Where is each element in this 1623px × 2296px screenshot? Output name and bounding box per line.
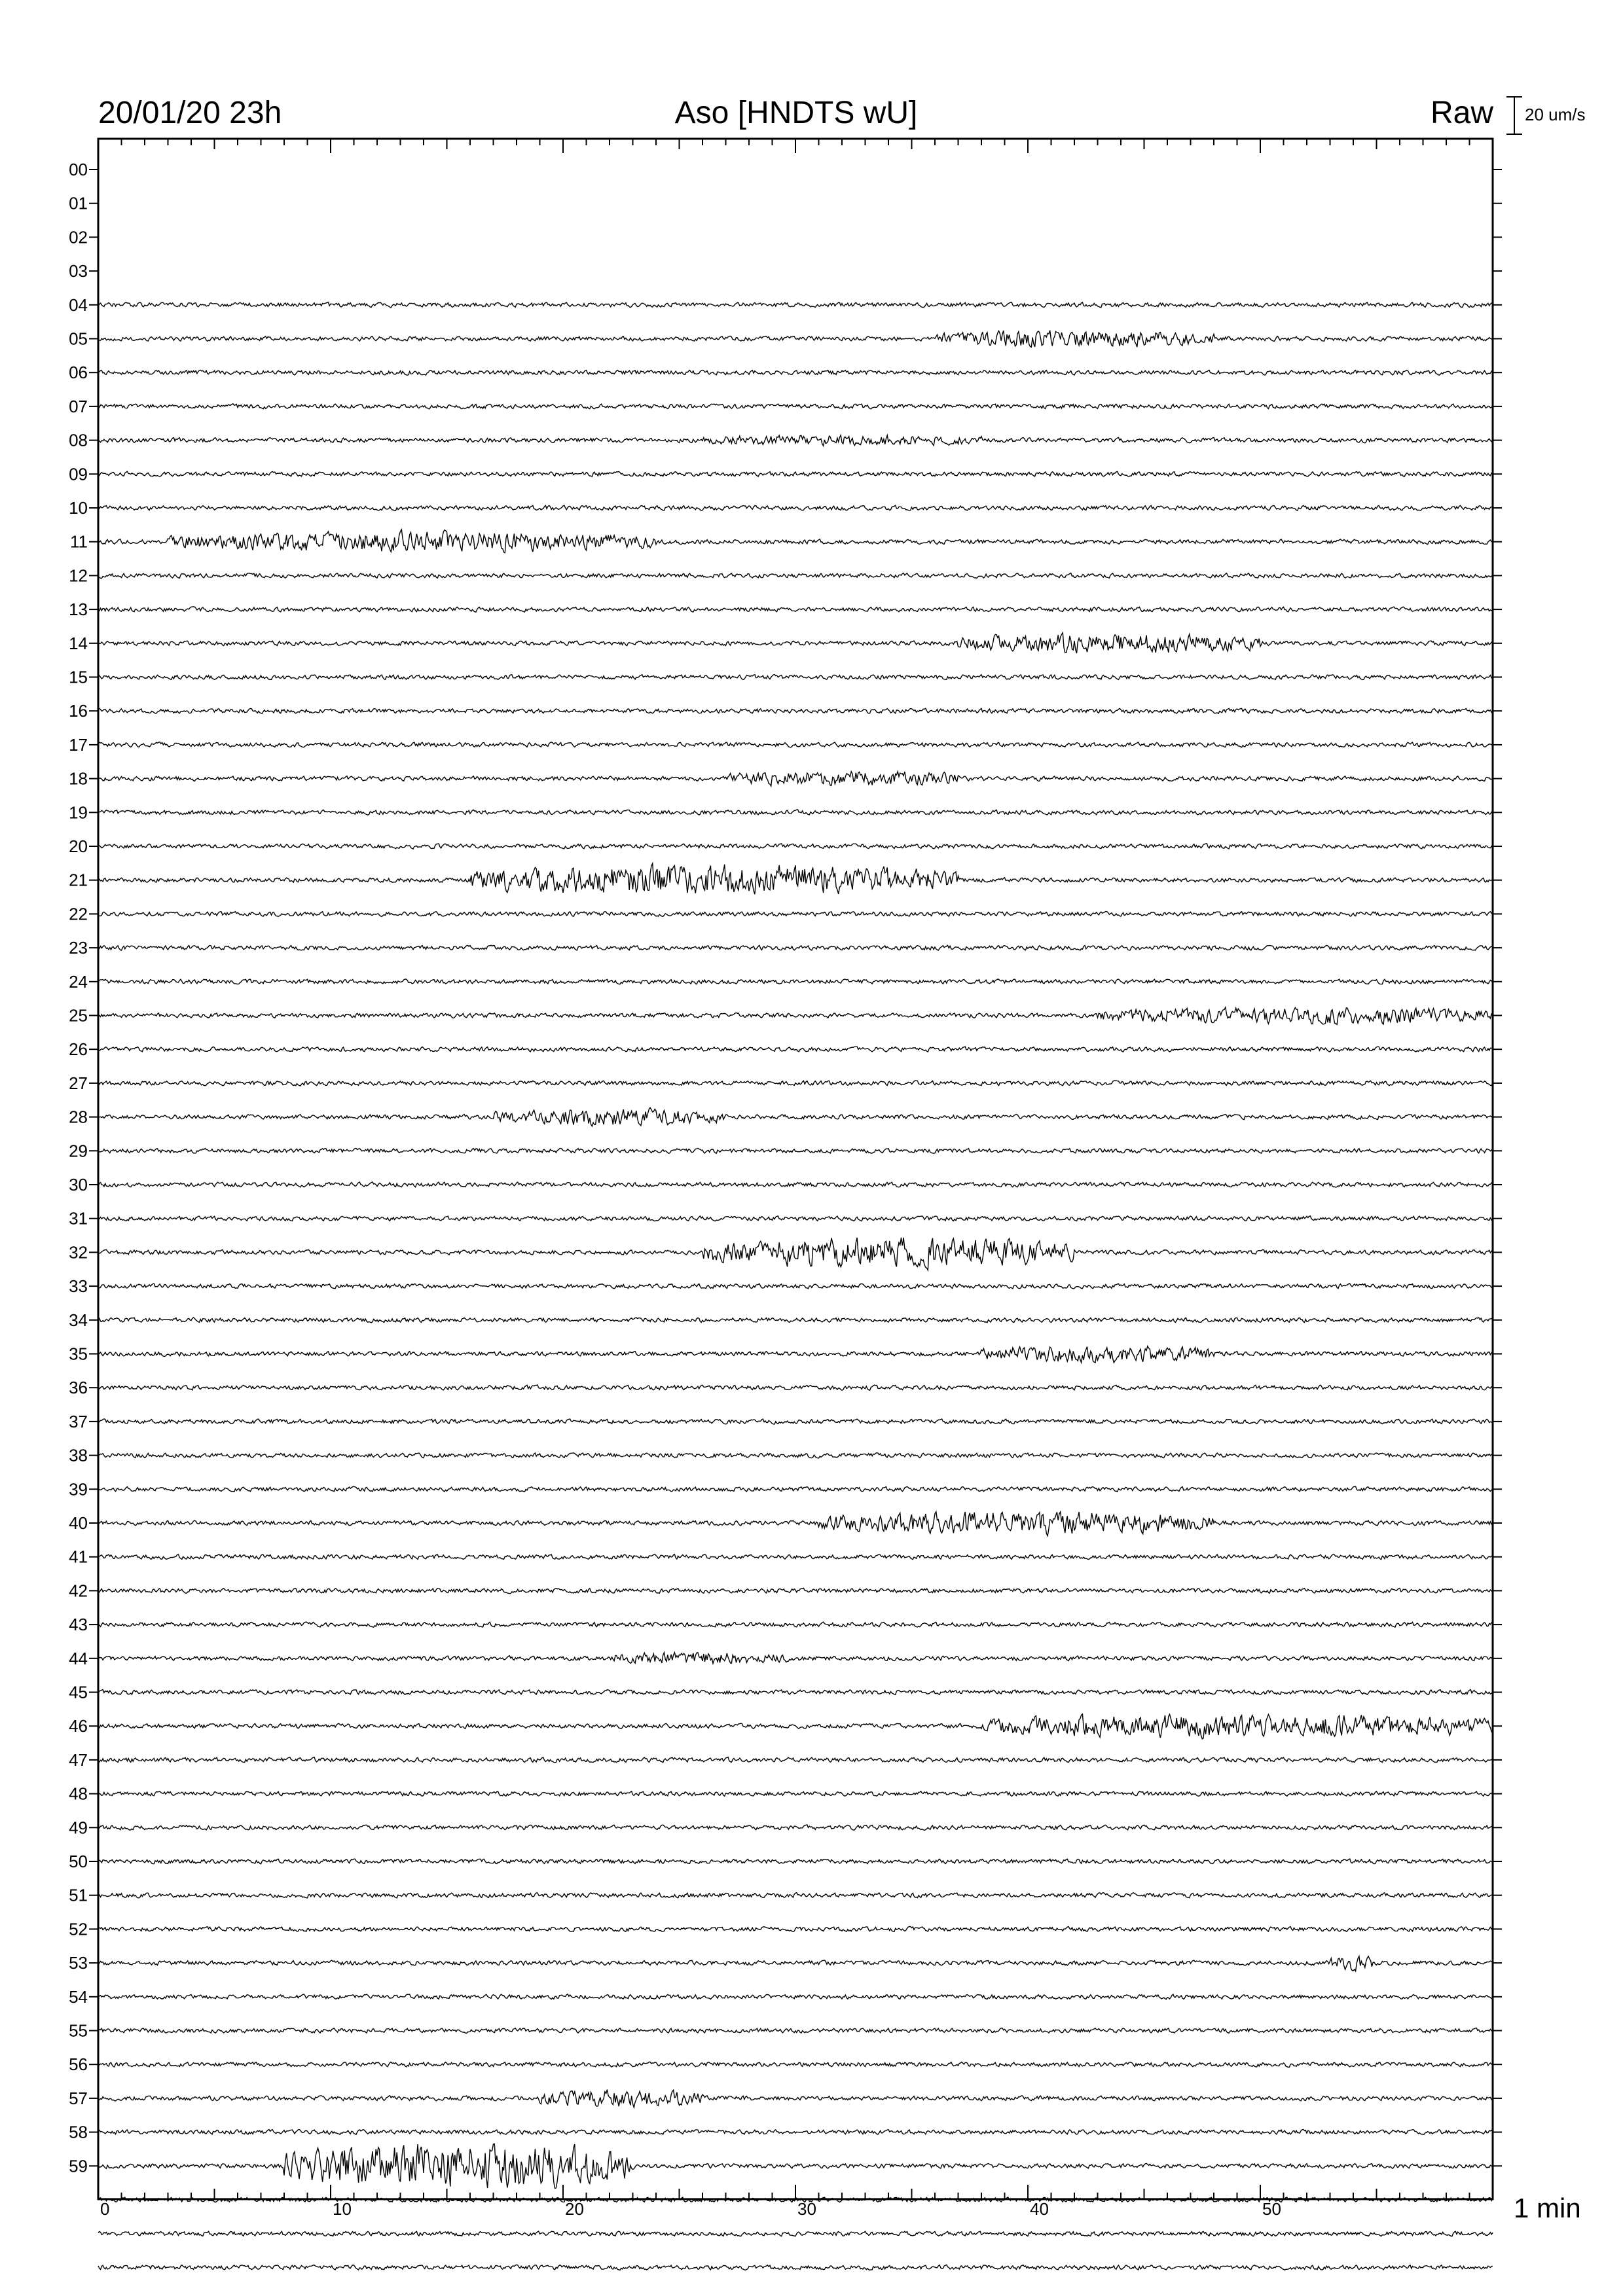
station-title: Aso [HNDTS wU] (674, 96, 918, 130)
y-tick-label: 05 (69, 329, 88, 349)
y-tick-label: 29 (69, 1141, 88, 1161)
x-tick-label: 10 (333, 2199, 352, 2219)
y-tick-label: 16 (69, 701, 88, 721)
y-tick-label: 25 (69, 1005, 88, 1026)
y-tick-label: 45 (69, 1682, 88, 1702)
y-tick-label: 27 (69, 1073, 88, 1093)
y-tick-label: 40 (69, 1513, 88, 1533)
y-tick-label: 09 (69, 464, 88, 484)
y-tick-label: 48 (69, 1784, 88, 1804)
y-tick-label: 00 (69, 160, 88, 179)
mode-label: Raw (1430, 96, 1493, 130)
y-tick-label: 54 (69, 1986, 88, 2007)
x-tick-label: 0 (100, 2199, 110, 2219)
y-tick-label: 15 (69, 667, 88, 687)
y-tick-label: 36 (69, 1378, 88, 1398)
y-tick-label: 32 (69, 1242, 88, 1263)
y-tick-label: 31 (69, 1208, 88, 1229)
y-tick-label: 46 (69, 1716, 88, 1736)
x-tick-label: 50 (1262, 2199, 1281, 2219)
x-tick-label: 40 (1030, 2199, 1049, 2219)
y-tick-label: 03 (69, 261, 88, 281)
y-tick-label: 02 (69, 227, 88, 247)
y-tick-label: 59 (69, 2156, 88, 2176)
y-tick-label: 21 (69, 870, 88, 890)
y-tick-label: 28 (69, 1107, 88, 1127)
y-tick-label: 30 (69, 1175, 88, 1194)
y-tick-label: 01 (69, 193, 88, 213)
y-tick-label: 18 (69, 768, 88, 789)
y-tick-label: 33 (69, 1276, 88, 1297)
y-tick-label: 44 (69, 1648, 88, 1668)
y-tick-label: 14 (69, 633, 88, 653)
y-tick-label: 26 (69, 1039, 88, 1060)
y-tick-label: 58 (69, 2122, 88, 2142)
y-tick-label: 23 (69, 938, 88, 958)
y-tick-label: 24 (69, 971, 88, 992)
y-tick-label: 41 (69, 1547, 88, 1567)
y-tick-label: 22 (69, 904, 88, 924)
x-unit-label: 1 min (1514, 2193, 1581, 2223)
y-tick-label: 39 (69, 1479, 88, 1499)
y-tick-label: 42 (69, 1581, 88, 1601)
y-tick-label: 19 (69, 802, 88, 823)
y-tick-label: 53 (69, 1953, 88, 1973)
y-tick-label: 08 (69, 430, 88, 450)
y-tick-label: 12 (69, 565, 88, 586)
scale-bar-label: 20 um/s (1525, 105, 1586, 124)
y-tick-label: 04 (69, 295, 88, 315)
y-tick-label: 51 (69, 1885, 88, 1905)
y-tick-label: 55 (69, 2020, 88, 2041)
y-tick-label: 11 (70, 531, 88, 552)
y-tick-label: 06 (69, 363, 88, 383)
y-tick-label: 52 (69, 1919, 88, 1939)
y-tick-label: 35 (69, 1344, 88, 1364)
y-tick-label: 47 (69, 1749, 88, 1770)
y-tick-label: 43 (69, 1615, 88, 1635)
y-tick-label: 37 (69, 1411, 88, 1431)
y-tick-label: 34 (69, 1310, 88, 1330)
y-tick-label: 17 (69, 734, 88, 755)
datetime-label: 20/01/20 23h (98, 96, 282, 130)
y-tick-label: 50 (69, 1852, 88, 1871)
y-tick-label: 13 (69, 600, 88, 620)
y-tick-label: 49 (69, 1818, 88, 1838)
x-tick-label: 20 (565, 2199, 584, 2219)
y-tick-label: 38 (69, 1445, 88, 1465)
y-tick-label: 57 (69, 2088, 88, 2108)
y-tick-label: 20 (69, 836, 88, 856)
x-tick-label: 30 (797, 2199, 816, 2219)
y-tick-label: 07 (69, 396, 88, 416)
y-tick-label: 10 (69, 498, 88, 518)
y-tick-label: 56 (69, 2054, 88, 2075)
